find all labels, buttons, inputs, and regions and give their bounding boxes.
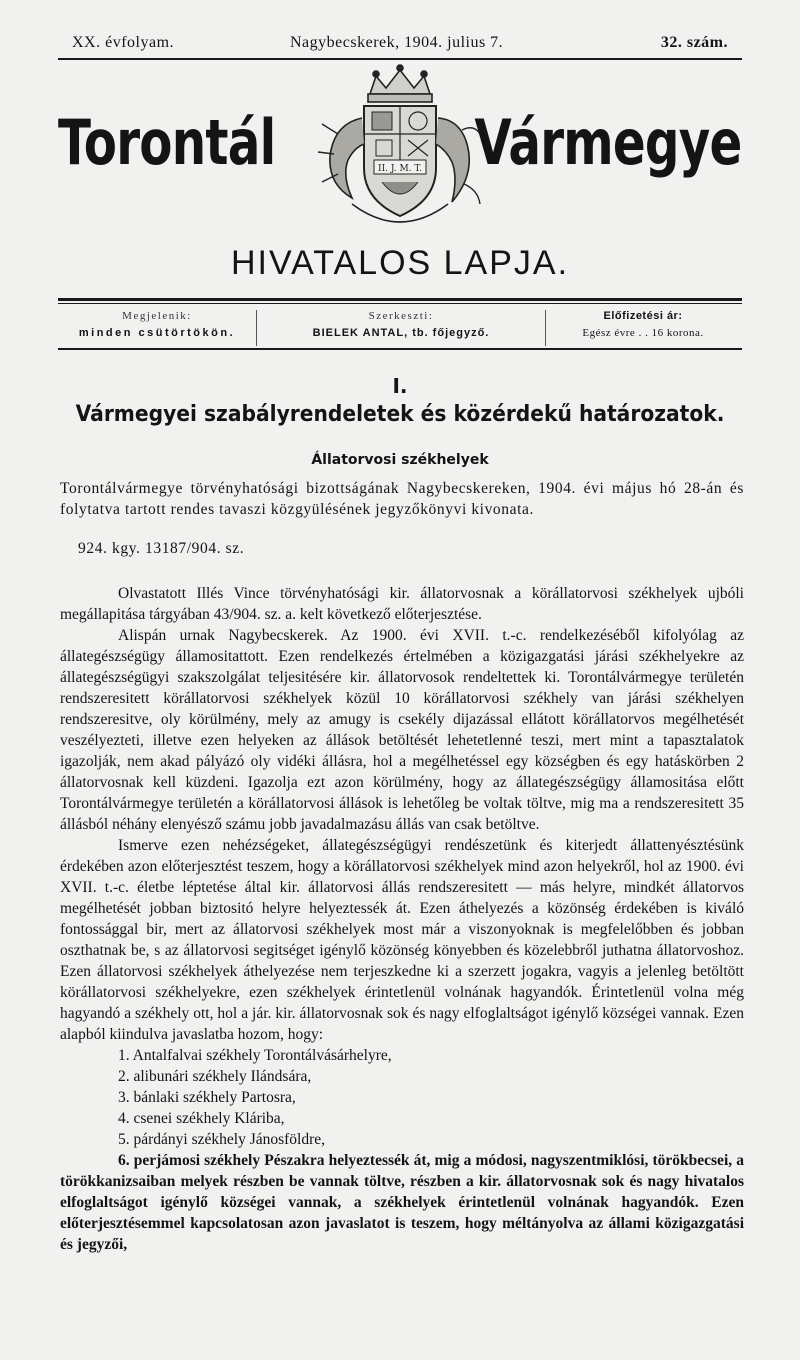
appears-label: Megjelenik: <box>122 310 192 322</box>
section-title: Vármegyei szabályrendeletek és közérdekű határozatok. <box>75 402 725 427</box>
issue-info-line <box>58 34 742 56</box>
paragraph-3: Ismerve ezen nehézségeket, állategészségügyi rendészetünk és kiterjedt állattenyésztésünk érdekében azon előterjesztést teszem, hogy a körállatorvosi székhelyek mind azon helyekről, hol az 1900. évi XVII. t.-c. életbe léptetése által kir. állatorvosi állás rendszeresitett — más helyre, mindkét állatorvos megélhetését jobban biztositó helyre helyeztessék át. Ezen áthelyezés a közönség érdekében is kiváló fontossággal bir, mert az állatorvosi székhelyek most már a viszonyoknak is megfelelőbben és jobban oszthatnak be, s az állatorvosi segitséget igénylő közönség könyebben és közelebbről juthatna állatorvoshoz. Ezen állatorvosi székhelyek áthelyezése nem terjeszkedne ki a szerzett jogakra, vagyis a jelenleg betöltött körállatorvosi székhelyekre, ezen székhelyek érintetlenül volnának hagyandók. Érintetlenül volna még hagyandó a székhely ott, hol a jár. kir. állatorvosnak sok és nagy elfoglaltságot igénylő községei vannak. Ezen alapból kiindulva javaslatba hozom, hogy: <box>60 837 744 1043</box>
info-rule-bottom <box>58 348 742 350</box>
section-number: I. <box>392 374 408 398</box>
publication-info-box <box>58 306 742 346</box>
info-rule-top-thin <box>58 303 742 304</box>
list-item: 4. csenei székhely Kláriba, <box>118 1110 285 1127</box>
header-rule <box>58 58 742 60</box>
appears-column <box>58 310 256 346</box>
paragraph-1: Olvastatott Illés Vince törvényhatósági kir. állatorvosnak a körállatorvosi székhelyek ujbóli megállapitása tárgyában 43/904. sz. a. kelt következő előterjesztése. <box>60 585 744 623</box>
paragraph-2: Alispán urnak Nagybecskerek. Az 1900. évi XVII. t.-c. rendelkezéséből kifolyólag az állategészségügy államositattott. Ezen rendelkezés értelmében a közigazgatási járási székhelyekre az állategészségügyi szakszolgálat teljesitésére kir. állatorvosok rendeltettek ki. Torontálvármegye területén rendszeresitett körállatorvosi székhelyek közül 10 körállatorvosi székhely van járási székhelyen rendszeresitve, oly körülmény, mely az amugy is csekély dijazással ellátott körállatorvos megélhetését veszélyezteti, illetve ezen helyeken az állások betöltését lehetetlenné teszi, mert mint a tapasztalatok igazolják, nem akad pályázó oly vidéki állásra, hol a megélhetéssel egy községben és egy hatáskörben 2 állatorvosnak kell küzdeni. Igazolja ezt azon körülmény, hogy az állategészségügy államositása előtt Torontálvármegye területén a körállatorvosi állások is lehetőleg be voltak töltve, mig ma a rendszeresitett 35 állásból néhány elenyésző számu jobb javadalmazásu állás van csak betöltve. <box>60 627 744 833</box>
info-rule-top <box>58 298 742 301</box>
subscription-label: Előfizetési ár: <box>603 310 683 322</box>
volume-label: XX. évfolyam. <box>72 34 175 51</box>
masthead-title-left: Torontál <box>58 106 276 179</box>
article-body <box>60 478 744 1255</box>
list-item: 5. párdányi székhely Jánosföldre, <box>118 1131 326 1148</box>
issue-number-label: 32. szám. <box>660 34 728 51</box>
list-item: 1. Antalfalvai székhely Torontálvásárhelyre, <box>118 1047 392 1064</box>
appears-value: minden csütörtökön. <box>78 327 236 339</box>
list-item: 3. bánlaki székhely Partosra, <box>118 1089 296 1106</box>
editor-label: Szerkeszti: <box>368 310 434 322</box>
place-date-label: Nagybecskerek, 1904. julius 7. <box>290 34 504 51</box>
masthead-subtitle: HIVATALOS LAPJA. <box>230 244 570 282</box>
masthead-title-right: Vármegye <box>474 106 742 179</box>
coat-of-arms-icon <box>312 64 488 240</box>
paragraph-4: 6. perjámosi székhely Pészakra helyeztessék át, mig a módosi, nagyszentmiklósi, törökbecsei, a törökkanizsaiban melyek részben be vannak töltve, részben a kir. állatorvosnak sok és nagy hivatalos elfoglaltságot igénylő községei vannak, a székhelyek érintetlenül volnának hagyandók. Ezen előterjesztésemmel kapcsolatosan azon javaslatot is teszem, hogy méltányolva az állami közigazgatási és jegyzői, <box>60 1152 744 1253</box>
list-item: 2. alibunári székhely Ilándsára, <box>118 1068 312 1085</box>
svg-text:II. J. M. T.: II. J. M. T. <box>378 164 422 174</box>
editor-value: BIELEK ANTAL, tb. főjegyző. <box>312 327 490 339</box>
relocation-list <box>60 1045 744 1150</box>
reference-number: 924. kgy. 13187/904. sz. <box>78 540 245 557</box>
subscription-column <box>544 310 742 346</box>
article-intro: Torontálvármegye törvényhatósági bizottságának Nagybecskereken, 1904. évi május hó 28-án és folytatva tartott rendes tavaszi közgyülésének jegyzőkönyvi kivonata. <box>60 480 744 518</box>
article-subheading: Állatorvosi székhelyek <box>311 452 489 468</box>
subscription-value: Egész évre . . 16 korona. <box>582 327 704 339</box>
editor-column <box>256 310 546 346</box>
